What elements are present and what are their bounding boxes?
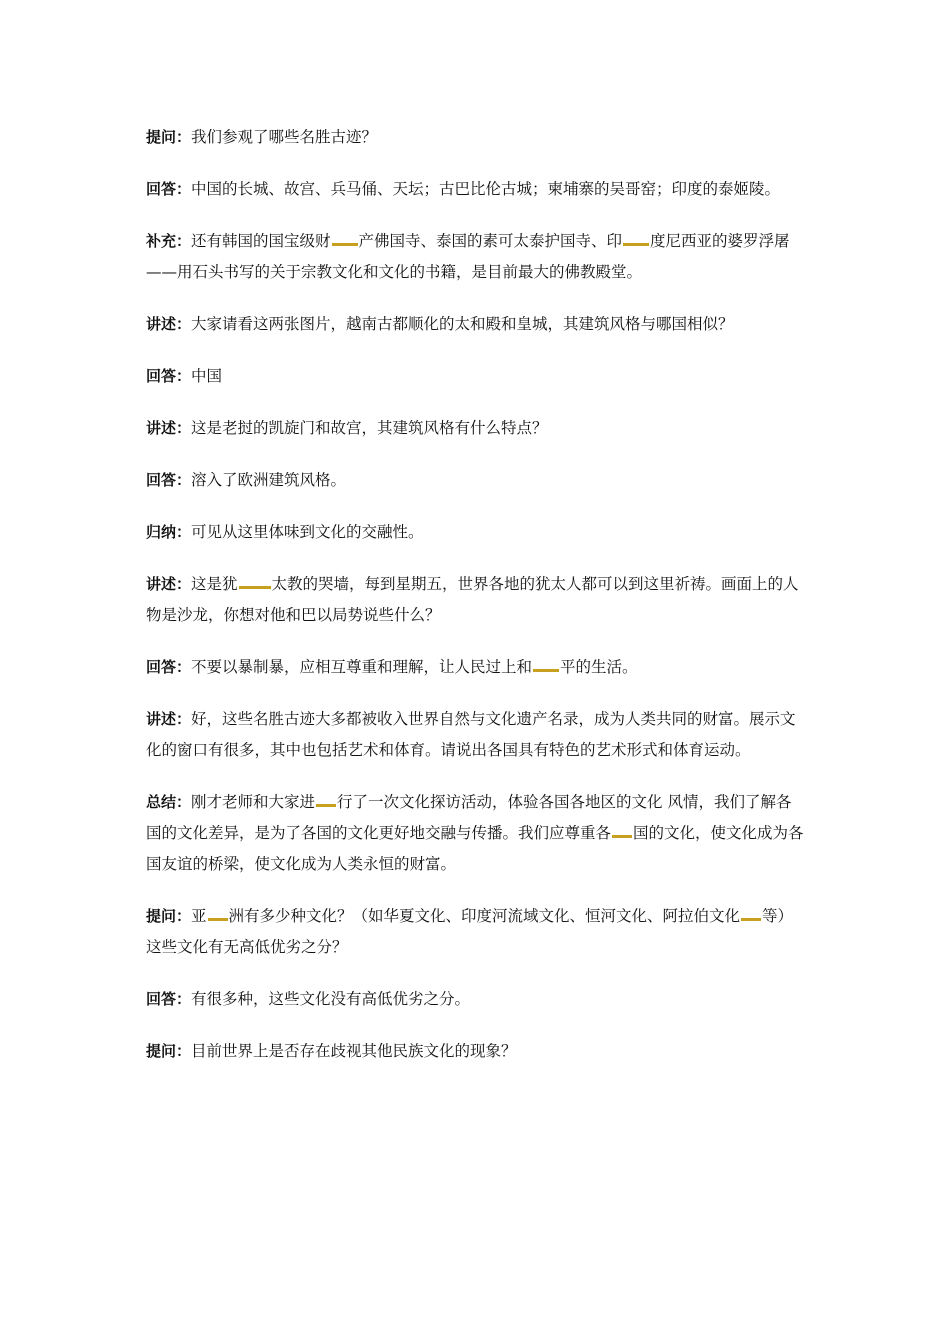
paragraph-label: 讲述： — [146, 315, 192, 333]
paragraph-text: 还有韩国的国宝级财 — [191, 232, 331, 250]
paragraph-text: 溶入了欧洲建筑风格。 — [191, 471, 347, 489]
paragraph-label: 归纳： — [146, 523, 192, 541]
paragraph-text: 好，这些名胜古迹大多都被收入世界自然与文化遗产名录，成为人类共同的财富。展示文化的窗口有很多，其中也包括艺术和体育。请说出各国具有特色的艺术形式和体育运动。 — [146, 710, 796, 759]
paragraph-induction — [146, 517, 806, 548]
paragraph-text: 有很多种，这些文化没有高低优劣之分。 — [191, 990, 471, 1008]
paragraph-label: 回答： — [146, 471, 192, 489]
paragraph-label: 讲述： — [146, 575, 192, 593]
paragraph-label: 讲述： — [146, 710, 192, 728]
highlight-mark — [239, 574, 271, 589]
highlight-mark — [316, 792, 336, 807]
highlight-mark — [623, 231, 649, 246]
paragraph-narration-1 — [146, 309, 806, 340]
highlight-mark — [208, 906, 228, 921]
paragraph-label: 回答： — [146, 990, 192, 1008]
paragraph-text: 国的文化，使文化成为各国友谊的桥梁，使文化成为人类永恒的财富。 — [146, 824, 804, 873]
paragraph-label: 回答： — [146, 367, 192, 385]
paragraph-label: 讲述： — [146, 419, 192, 437]
paragraph-narration-3 — [146, 569, 806, 631]
paragraph-label: 补充： — [146, 232, 192, 250]
paragraph-text: 平的生活。 — [560, 658, 638, 676]
paragraph-text: 度尼西亚的婆罗浮屠——用石头书写的关于宗教文化和文化的书籍，是目前最大的佛教殿堂。 — [146, 232, 790, 281]
paragraph-question-1 — [146, 122, 806, 153]
paragraph-narration-4 — [146, 704, 806, 766]
highlight-mark — [332, 231, 358, 246]
paragraph-text: 洲有多少种文化？（如华夏文化、印度河流域文化、恒河文化、阿拉伯文化 — [228, 907, 741, 925]
paragraph-text: 太教的哭墙，每到星期五，世界各地的犹太人都可以到这里祈祷。画面上的人物是沙龙，你想对他和巴以局势说些什么？ — [146, 575, 799, 624]
paragraph-text: 亚 — [191, 907, 207, 925]
paragraph-question-3 — [146, 1036, 806, 1067]
paragraph-answer-2 — [146, 361, 806, 392]
paragraph-text: 行了一次文化探访活动，体验各国各地区的文化 风情，我们了解各国的文化差异，是为了各国的文化更好地交融与传播。我们应尊重各 — [146, 793, 792, 842]
paragraph-answer-5 — [146, 984, 806, 1015]
paragraph-text: 我们参观了哪些名胜古迹？ — [191, 128, 378, 146]
paragraph-text: 目前世界上是否存在歧视其他民族文化的现象？ — [191, 1042, 517, 1060]
highlight-mark — [741, 906, 761, 921]
paragraph-text: 这是犹 — [191, 575, 238, 593]
highlight-mark — [612, 823, 632, 838]
paragraph-text: 不要以暴制暴，应相互尊重和理解，让人民过上和 — [191, 658, 533, 676]
document-page — [146, 122, 806, 1088]
paragraph-text: 大家请看这两张图片，越南古都顺化的太和殿和皇城，其建筑风格与哪国相似？ — [191, 315, 734, 333]
paragraph-label: 回答： — [146, 658, 192, 676]
paragraph-supplement — [146, 226, 806, 288]
paragraph-answer-1 — [146, 174, 806, 205]
paragraph-question-2 — [146, 901, 806, 963]
paragraph-label: 提问： — [146, 907, 192, 925]
paragraph-label: 总结： — [146, 793, 192, 811]
paragraph-text: 中国 — [191, 367, 223, 385]
paragraph-text: 这是老挝的凯旋门和故宫，其建筑风格有什么特点？ — [191, 419, 548, 437]
paragraph-label: 回答： — [146, 180, 192, 198]
paragraph-text: 等）这些文化有无高低优劣之分？ — [146, 907, 794, 956]
paragraph-text: 产佛国寺、泰国的素可太泰护国寺、印 — [358, 232, 623, 250]
paragraph-text: 中国的长城、故宫、兵马俑、天坛；古巴比伦古城；柬埔寨的吴哥窑；印度的泰姬陵。 — [191, 180, 781, 198]
paragraph-label: 提问： — [146, 128, 192, 146]
paragraph-narration-2 — [146, 413, 806, 444]
paragraph-summary — [146, 787, 806, 880]
paragraph-text: 刚才老师和大家进 — [191, 793, 316, 811]
paragraph-label: 提问： — [146, 1042, 192, 1060]
paragraph-answer-3 — [146, 465, 806, 496]
paragraph-answer-4 — [146, 652, 806, 683]
paragraph-text: 可见从这里体味到文化的交融性。 — [191, 523, 424, 541]
highlight-mark — [533, 657, 559, 672]
